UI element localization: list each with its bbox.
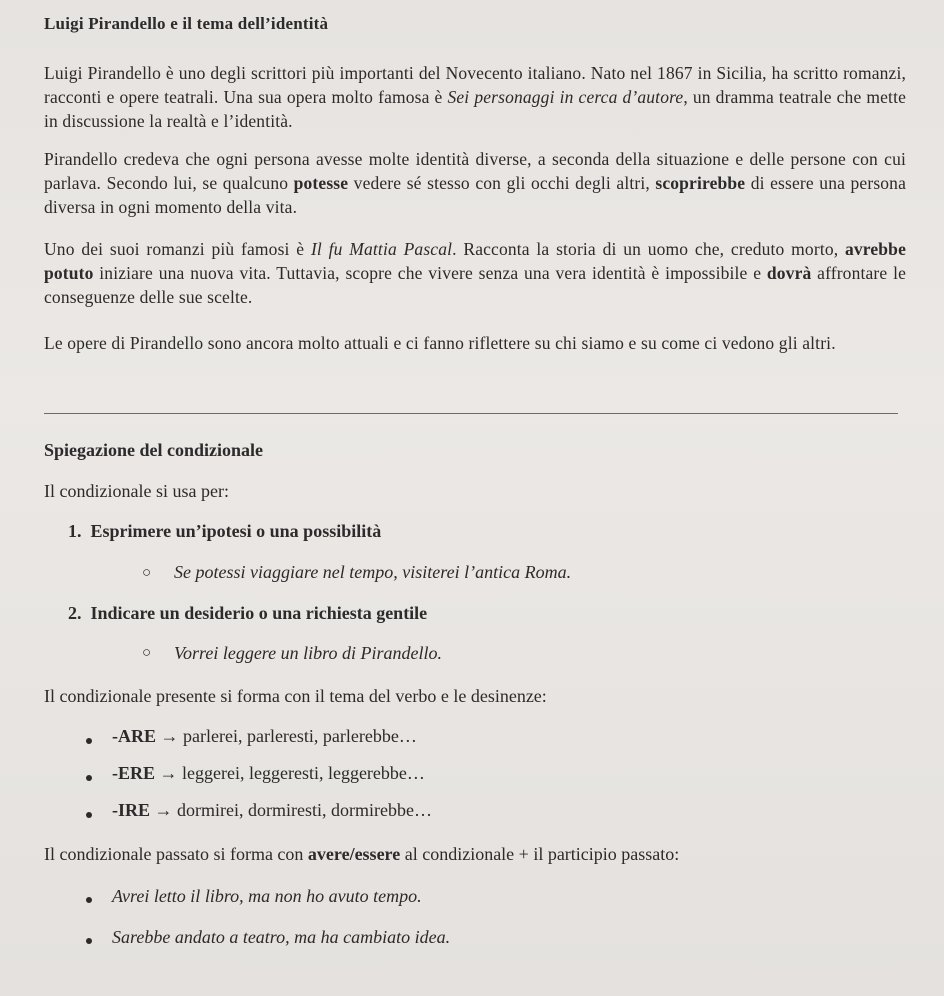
use-example-2: Vorrei leggere un libro di Pirandello. bbox=[174, 643, 442, 663]
work-title: Sei personaggi in cerca d’autore bbox=[447, 87, 684, 107]
circle-bullet-icon: ○ bbox=[142, 645, 152, 661]
section-heading: Spiegazione del condizionale bbox=[44, 440, 264, 460]
use-item-2: 2. Indicare un desiderio o una richiesta gentile bbox=[68, 603, 428, 623]
verb-ending: -ERE bbox=[112, 763, 156, 783]
highlight-verb: avrebbe potuto bbox=[44, 239, 906, 283]
presente-intro: Il condizionale presente si forma con il tema del verbo e le desinenze: bbox=[44, 686, 547, 706]
verb-ending: -IRE bbox=[112, 800, 151, 820]
paragraph-intro: Luigi Pirandello è uno degli scrittori più importanti del Novecento italiano. Nato nel 1867 in Sicilia, ha scritto romanzi, racconti e opere teatrali. Una sua opera molto famosa è Sei personaggi in cerca d’autore, un dramma teatrale che mette in discussione la realtà e l’identità. bbox=[44, 63, 907, 131]
conjugation-row: -ARE → parlerei, parleresti, parlerebbe… bbox=[112, 726, 417, 746]
highlight-verb: potesse bbox=[293, 173, 349, 193]
document-title: Luigi Pirandello e il tema dell’identità bbox=[44, 14, 329, 33]
circle-bullet-icon: ○ bbox=[142, 565, 152, 581]
bullet-icon bbox=[86, 812, 92, 818]
section-divider bbox=[44, 413, 898, 414]
work-title: Il fu Mattia Pascal bbox=[310, 239, 453, 259]
passato-intro: Il condizionale passato si forma con avere/essere al condizionale + il participio passato: bbox=[44, 844, 680, 864]
paragraph-novel: Uno dei suoi romanzi più famosi è Il fu Mattia Pascal. Racconta la storia di un uomo che, creduto morto, avrebbe potuto iniziare una nuova vita. Tuttavia, scopre che vivere senza una vera identità è impossibile e dovrà affrontare le conseguenze delle sue scelte. bbox=[44, 239, 906, 307]
bullet-icon bbox=[86, 897, 92, 903]
bullet-icon bbox=[86, 775, 92, 781]
arrow-icon: → bbox=[159, 763, 178, 783]
uses-intro: Il condizionale si usa per: bbox=[44, 481, 229, 501]
arrow-icon: → bbox=[160, 726, 179, 746]
paragraph-conclusion: Le opere di Pirandello sono ancora molto attuali e ci fanno riflettere su chi siamo e su come ci vedono gli altri. bbox=[44, 333, 836, 353]
passato-example-2: Sarebbe andato a teatro, ma ha cambiato idea. bbox=[112, 927, 451, 947]
highlight-verb: dovrà bbox=[766, 263, 812, 283]
use-item-1: 1. Esprimere un’ipotesi o una possibilità bbox=[68, 521, 382, 541]
bullet-icon bbox=[86, 938, 92, 944]
conjugation-row: -IRE → dormirei, dormiresti, dormirebbe… bbox=[112, 800, 432, 820]
highlight-verb: scoprirebbe bbox=[655, 173, 746, 193]
passato-example-1: Avrei letto il libro, ma non ho avuto tempo. bbox=[112, 886, 422, 906]
arrow-icon: → bbox=[154, 800, 173, 820]
conjugation-row: -ERE → leggerei, leggeresti, leggerebbe… bbox=[112, 763, 425, 783]
paragraph-identity: Pirandello credeva che ogni persona avesse molte identità diverse, a seconda della situazione e delle persone con cui parlava. Secondo lui, se qualcuno potesse vedere sé stesso con gli occhi degli altri, scoprirebbe di essere una persona diversa in ogni momento della vita. bbox=[44, 149, 906, 217]
verb-ending: -ARE bbox=[112, 726, 156, 746]
auxiliary-verbs: avere/essere bbox=[307, 844, 401, 864]
use-example-1: Se potessi viaggiare nel tempo, visiterei l’antica Roma. bbox=[174, 562, 572, 582]
bullet-icon bbox=[86, 738, 92, 744]
